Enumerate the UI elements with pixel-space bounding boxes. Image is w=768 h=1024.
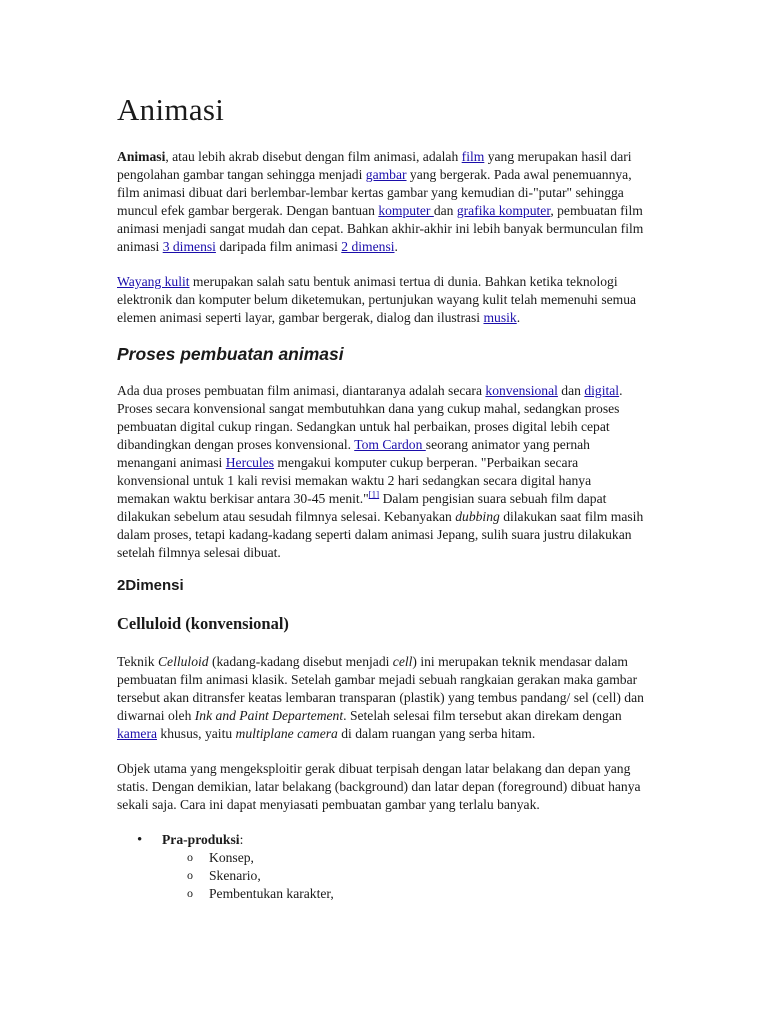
proses-paragraph: Ada dua proses pembuatan film animasi, diantaranya adalah secara konvensional dan digital. Proses secara konvensional sangat membutuhkan dana yang cukup mahal, sedangkan proses pembuatan digital cukup ringan. Sedangkan untuk hal perbaikan, proses digital lebih cepat dibandingkan dengan proses konvensional. Tom Cardon seorang animator yang pernah menangani animasi Hercules mengakui komputer cukup berperan. "Perbaikan secara konvensional untuk 1 kali revisi memakan waktu 2 hari sedangkan secara digital hanya memakan waktu berkisar antara 30-45 menit."[1] Dalam pengisian suara sebuah film dapat dilakukan sebelum atau sesudah filmnya selesai. Kebanyakan dubbing dilakukan saat film masih dalam proses, tetapi kadang-kadang seperti dalam animasi Jepang, sulih suara justru dilakukan setelah filmnya selesai dibuat. [117,383,644,560]
list-item-label: Pra-produksi [162,832,240,847]
link-wayang-kulit[interactable]: Wayang kulit [117,274,190,289]
section-heading-celluloid: Celluloid (konvensional) [117,614,289,633]
link-konvensional[interactable]: konvensional [485,383,558,398]
link-musik[interactable]: musik [483,310,517,325]
link-film[interactable]: film [461,149,485,164]
objek-paragraph: Objek utama yang mengeksploitir gerak dibuat terpisah dengan latar belakang dan depan yang statis. Dengan demikian, latar belakang (background) dan latar depan (foreground) dibuat hanya sekali saja. Cara ini dapat menyiasati pembuatan gambar yang terlalu banyak. [117,761,641,812]
reference-link[interactable]: [1] [368,489,380,500]
intro-paragraph: Animasi, atau lebih akrab disebut dengan film animasi, adalah film yang merupakan hasil dari pengolahan gambar tangan sehingga menjadi gambar yang bergerak. Pada awal penemuannya, film animasi dibuat dari berlembar-lembar kertas gambar yang kemudian di-"putar" sehingga muncul efek gambar bergerak. Dengan bantuan komputer dan grafika komputer, pembuatan film animasi menjadi sangat mudah dan cepat. Bahkan akhir-akhir ini lebih banyak bermunculan film animasi 3 dimensi daripada film animasi 2 dimensi. [117,149,644,254]
sub-list-item: o Konsep, [162,849,647,867]
term-celluloid: Celluloid [157,654,209,669]
production-list [117,831,647,903]
term-cell: cell [392,654,413,669]
link-grafika-komputer[interactable]: grafika komputer [456,203,551,218]
sub-list [162,849,647,903]
link-3-dimensi[interactable]: 3 dimensi [162,239,216,254]
link-kamera[interactable]: kamera [117,726,157,741]
link-hercules[interactable]: Hercules [225,455,275,470]
link-tom-cardon[interactable]: Tom Cardon [354,437,426,452]
section-heading-proses: Proses pembuatan animasi [117,344,344,364]
wayang-paragraph: Wayang kulit merupakan salah satu bentuk animasi tertua di dunia. Bahkan ketika teknologi elektronik dan komputer belum diketemukan, pertunjukan wayang kulit telah memenuhi semua elemen animasi seperti layar, gambar bergerak, dialog dan ilustrasi musik. [117,274,637,325]
term-dubbing: dubbing [455,509,500,524]
list-item: • Pra-produksi: o Konsep, o Skenario, o Pembentukan karakter, [117,831,647,903]
link-komputer[interactable]: komputer [378,203,434,218]
term-ink-paint: Ink and Paint Departement [194,708,344,723]
link-digital[interactable]: digital [584,383,620,398]
section-heading-2dimensi: 2Dimensi [117,577,184,594]
article-content [117,92,647,903]
celluloid-paragraph: Teknik Celluloid (kadang-kadang disebut menjadi cell) ini merupakan teknik mendasar dalam pembuatan film animasi klasik. Setelah gambar mejadi sebuah rangkaian gerakan maka gambar tersebut akan ditransfer keatas lembaran transparan (plastik) yang tembus pandang/ sel (cell) dan diwarnai oleh Ink and Paint Departement. Setelah selesai film tersebut akan direkam dengan kamera khusus, yaitu multiplane camera di dalam ruangan yang serba hitam. [117,654,644,741]
term-multiplane: multiplane camera [235,726,338,741]
sub-list-item: o Skenario, [162,867,647,885]
page-title: Animasi [117,92,225,127]
sub-list-item: o Pembentukan karakter, [162,885,647,903]
link-2-dimensi[interactable]: 2 dimensi [341,239,395,254]
link-gambar[interactable]: gambar [365,167,407,182]
term-animasi: Animasi [117,149,166,164]
